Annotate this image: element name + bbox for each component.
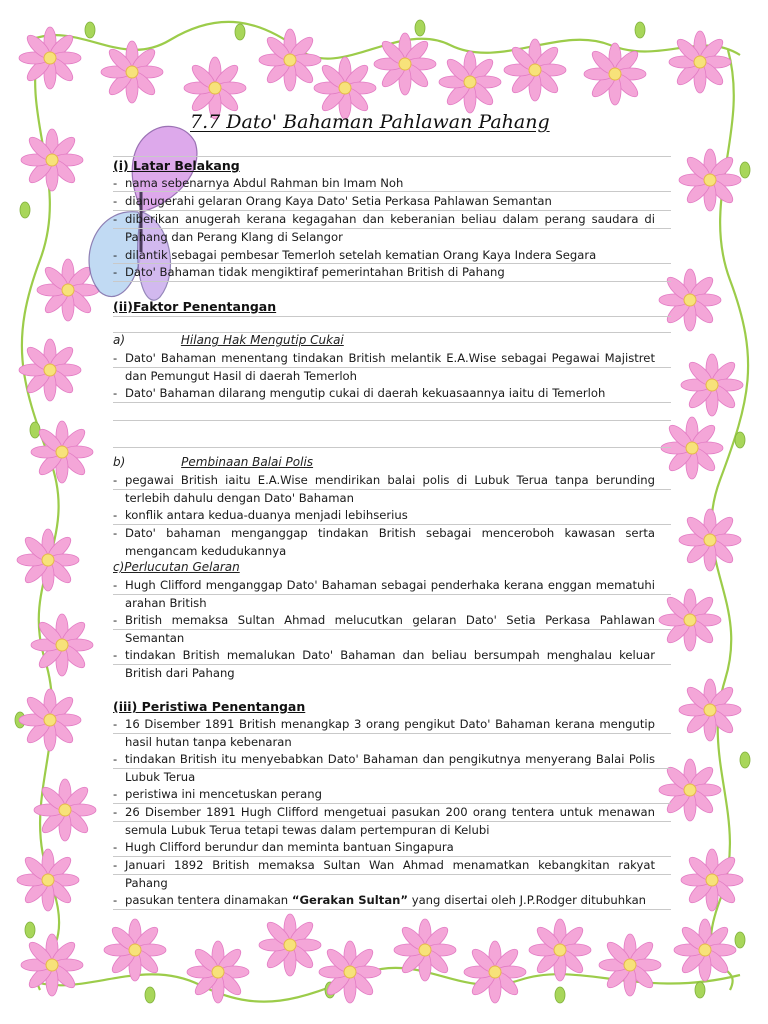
list-item: - pegawai British iaitu E.A.Wise mendirikan balai polis di Lubuk Terua tanpa berunding terlebih dahulu dengan Dato' Bahaman — [113, 472, 655, 507]
gerakan-sultan-emphasis: “Gerakan Sultan” — [291, 893, 409, 907]
list-item: - Dato' Bahaman menentang tindakan British melantik E.A.Wise sebagai Pegawai Majistret dan Pemungut Hasil di daerah Temerloh — [113, 350, 655, 385]
list-item: - peristiwa ini mencetuskan perang — [113, 786, 655, 804]
ruled-line — [113, 420, 671, 421]
ruled-line — [113, 629, 671, 630]
section-heading-background: (i) Latar Belakang — [113, 158, 240, 173]
list-item: - Dato' bahaman menganggap tindakan British sebagai menceroboh kawasan serta mengancam kedudukannya — [113, 525, 655, 560]
subheading-marker: a) — [113, 333, 126, 347]
ruled-line — [113, 524, 671, 525]
ruled-line — [113, 664, 671, 665]
list-item — [113, 892, 655, 910]
ruled-line — [113, 263, 671, 264]
ruled-line — [113, 856, 671, 857]
section-heading-events: (iii) Peristiwa Penentangan — [113, 699, 306, 714]
list-item: - tindakan British itu menyebabkan Dato' Bahaman dan pengikutnya menyerang Balai Polis Lubuk Terua — [113, 751, 655, 786]
list-item: - tindakan British memalukan Dato' Bahaman dan beliau bersumpah menghalau keluar British dari Pahang — [113, 647, 655, 682]
ruled-line — [113, 367, 671, 368]
subheading-a — [113, 333, 344, 347]
list-item: - diberikan anugerah kerana kegagahan dan keberanian beliau dalam perang saudara di Pahang dan Perang Klang di Selangor — [113, 211, 655, 246]
list-item: - Dato' Bahaman dilarang mengutip cukai di daerah kekuasaannya iaitu di Temerloh — [113, 385, 655, 403]
subheading-title: Pembinaan Balai Polis — [181, 455, 314, 469]
list-item-text: yang disertai oleh J.P.Rodger ditubuhkan — [408, 893, 647, 907]
ruled-line — [113, 281, 671, 282]
ruled-line — [113, 821, 671, 822]
ruled-line — [113, 594, 671, 595]
list-item: - nama sebenarnya Abdul Rahman bin Imam Noh — [113, 175, 655, 193]
list-item: - Hugh Clifford berundur dan meminta bantuan Singapura — [113, 839, 655, 857]
ruled-line — [113, 316, 671, 317]
ruled-line — [113, 874, 671, 875]
ruled-line — [113, 210, 671, 211]
subheading-title: c)Perlucutan Gelaran — [113, 560, 240, 574]
ruled-line — [113, 909, 671, 910]
list-item: - dianugerahi gelaran Orang Kaya Dato' Setia Perkasa Pahlawan Semantan — [113, 193, 655, 211]
list-item: - Hugh Clifford menganggap Dato' Bahaman sebagai penderhaka kerana enggan mematuhi arahan British — [113, 577, 655, 612]
ruled-line — [113, 191, 671, 192]
list-item: - Dato' Bahaman tidak mengiktiraf pemerintahan British di Pahang — [113, 264, 655, 282]
ruled-line — [113, 768, 671, 769]
ruled-line — [113, 228, 671, 229]
ruled-line — [113, 733, 671, 734]
ruled-line — [113, 489, 671, 490]
subheading-title: Hilang Hak Mengutip Cukai — [180, 333, 344, 347]
list-item: - konflik antara kedua-duanya menjadi lebihserius — [113, 507, 655, 525]
page-title: 7.7 Dato' Bahaman Pahlawan Pahang — [190, 111, 550, 133]
list-item: - Januari 1892 British memaksa Sultan Wan Ahmad menamatkan kebangkitan rakyat Pahang — [113, 857, 655, 892]
ruled-line — [113, 447, 671, 448]
ruled-line — [113, 803, 671, 804]
list-item: - 26 Disember 1891 Hugh Clifford mengetuai pasukan 200 orang tentera untuk menawan semula Lubuk Terua tetapi tewas dalam pertempuran di Kelubi — [113, 804, 655, 839]
list-item: - 16 Disember 1891 British menangkap 3 orang pengikut Dato' Bahaman kerana mengutip hasil hutan tanpa kebenaran — [113, 716, 655, 751]
ruled-line — [113, 402, 671, 403]
ruled-line — [113, 156, 671, 157]
list-item: - British memaksa Sultan Ahmad melucutkan gelaran Dato' Setia Perkasa Pahlawan Semantan — [113, 612, 655, 647]
subheading-c — [113, 560, 240, 574]
list-item-text: pasukan tentera dinamakan — [125, 893, 292, 907]
subheading-marker: b) — [113, 455, 126, 469]
list-item: - dilantik sebagai pembesar Temerloh setelah kematian Orang Kaya Indera Segara — [113, 247, 655, 265]
section-heading-factors: (ii)Faktor Penentangan — [113, 299, 277, 314]
subheading-b — [113, 455, 313, 469]
ruled-line — [113, 332, 671, 333]
